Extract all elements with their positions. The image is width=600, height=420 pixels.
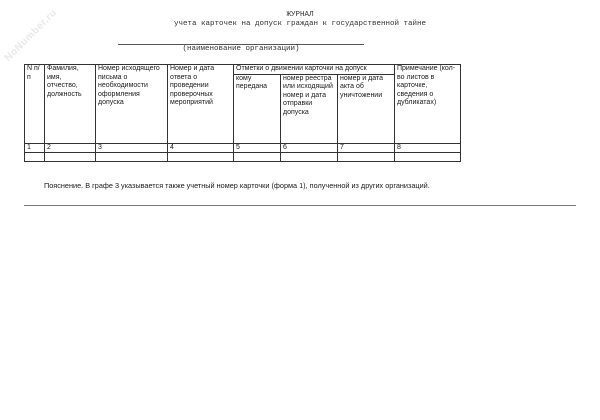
header-col-note: Примечание (кол-во листов в карточке, сведения о дубликатах) <box>395 65 461 144</box>
organization-caption: (наименование организации) <box>182 45 300 53</box>
column-number: 2 <box>45 143 96 153</box>
header-col-registry: номер реестра или исходящий номер и дата отправки допуска <box>281 74 338 143</box>
empty-cell <box>395 153 461 162</box>
column-number: 7 <box>338 143 395 153</box>
header-group-movement: Отметки о движении карточки на допуск <box>234 65 395 75</box>
header-col-name: Фамилия, имя, отчество, должность <box>45 65 96 144</box>
column-numbers-row <box>25 143 461 153</box>
empty-cell <box>96 153 168 162</box>
explanation-note: Пояснение. В графе 3 указывается также учетный номер карточки (форма 1), полученной из других организаций. <box>44 181 430 190</box>
column-number: 3 <box>96 143 168 153</box>
column-number: 6 <box>281 143 338 153</box>
empty-cell <box>234 153 281 162</box>
header-col-answer: Номер и дата ответа о проведении проверочных мероприятий <box>168 65 234 144</box>
empty-cell <box>45 153 96 162</box>
empty-row <box>25 153 461 162</box>
empty-cell <box>168 153 234 162</box>
column-number: 4 <box>168 143 234 153</box>
header-col-number: N п/п <box>25 65 45 144</box>
column-number: 5 <box>234 143 281 153</box>
column-number: 8 <box>395 143 461 153</box>
empty-cell <box>281 153 338 162</box>
header-col-recipient: кому передана <box>234 74 281 143</box>
table-header-row <box>25 65 461 75</box>
watermark: NoNumber.ru <box>2 7 60 64</box>
empty-cell <box>338 153 395 162</box>
column-number: 1 <box>25 143 45 153</box>
journal-table <box>24 64 461 162</box>
document-title: ЖУРНАЛ <box>286 11 314 19</box>
bottom-divider <box>24 205 576 206</box>
empty-cell <box>25 153 45 162</box>
document-subtitle: учета карточек на допуск граждан к государственной тайне <box>173 20 427 28</box>
header-col-letter-number: Номер исходящего письма о необходимости оформления допуска <box>96 65 168 144</box>
header-col-destruction-act: номер и дата акта об уничтожении <box>338 74 395 143</box>
